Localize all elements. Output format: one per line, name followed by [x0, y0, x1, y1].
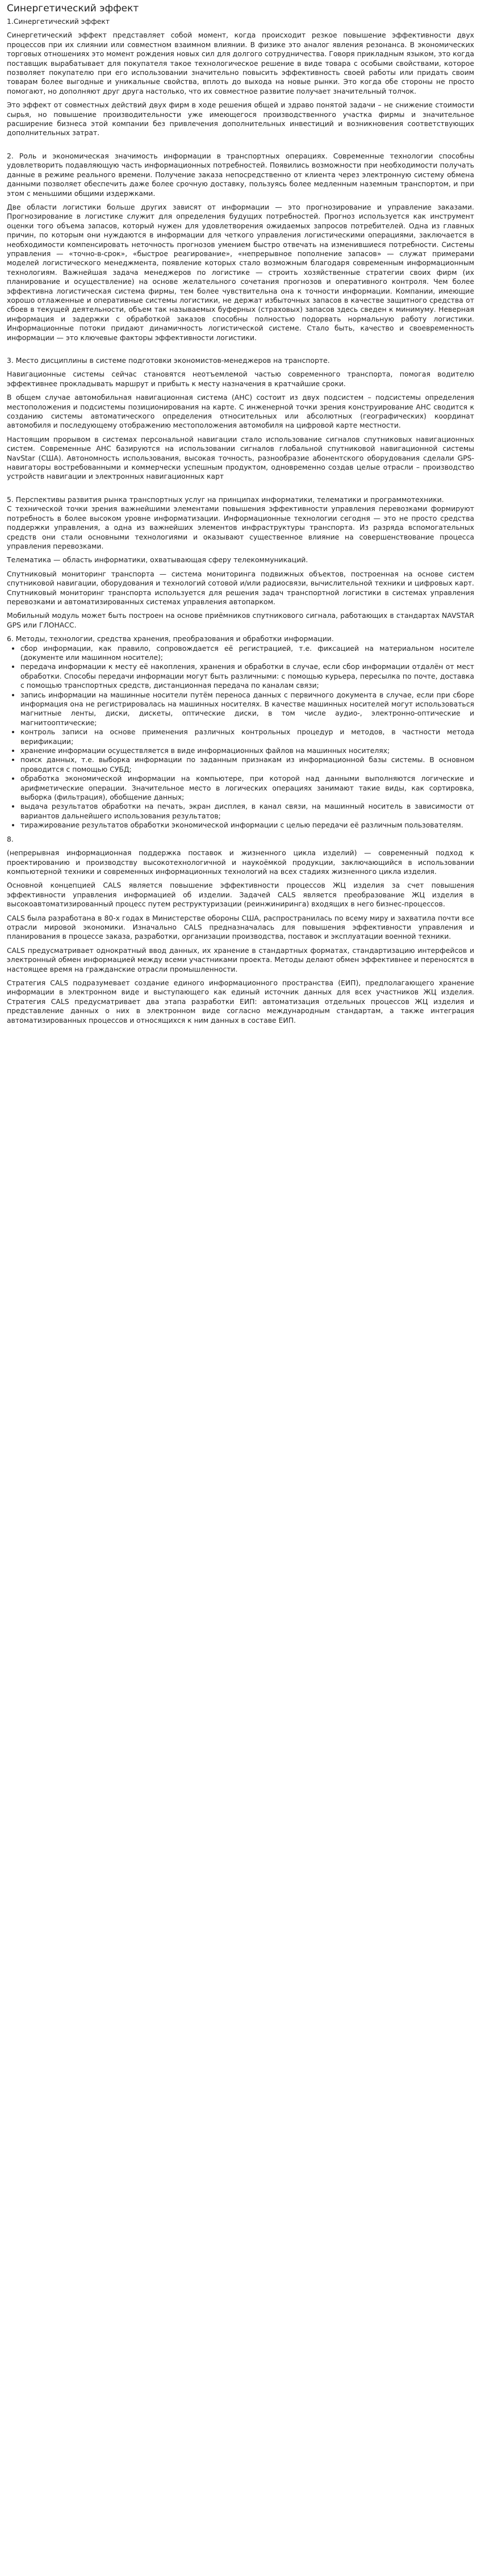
paragraph: Синергетический эффект представляет собой момент, когда происходит резкое повышение эффективности двух процессов при их слиянии или совместном взаимном влиянии. В физике это аналог явления резонанса. В экономических торговых отношениях это момент рождения новых сил для долгого сотрудничества. Говоря прикладным языком, это когда поставщик вырабатывает для покупателя такое технологическое решение в виде товара с особыми свойствами, которое позволяет покупателю при его использовании значительно повысить эффективность своей работы или придать своим товарам более выгодные и уникальные свойства, вплоть до выхода на новые рынки. Это когда обе стороны не просто помогают, но дополняют друг друга настолько, что их совместное развитие получает значительный толчок.	[7, 31, 474, 95]
page-title: Синергетический эффект	[7, 3, 139, 14]
list-item: • выдача результатов обработки на печать, экран дисплея, в канал связи, на машинный носитель в зависимости от вариантов дальнейшего использования результатов;	[20, 802, 474, 821]
paragraph: 1.Синергетический эффект	[7, 17, 110, 26]
paragraph: 3. Место дисциплины в системе подготовки экономистов-менеджеров на транспорте.	[7, 356, 330, 365]
paragraph: CALS предусматривает однократный ввод данных, их хранение в стандартных форматах, стандартизацию интерфейсов и электронный обмен информацией между всеми участниками проекта. Методы делают обмен эффективнее и переносятся в настоящее время на гражданские отрасли промышленности.	[7, 946, 474, 973]
list-item: • обработка экономической информации на компьютере, при которой над данными выполняются логические и арифметические операции. Значительное место в логических операциях занимают такие виды, как сортировка, выборка (фильтрация), обобщение данных;	[20, 774, 474, 802]
paragraph: CALS была разработана в 80-х годах в Министерстве обороны США, распространилась по всему миру и захватила почти все отрасли мировой экономики. Изначально CALS предназначалась для повышения эффективности управления и планирования в процессе заказа, разработки, организации производства, поставок и эксплуатации военной техники.	[7, 913, 474, 941]
document-body	[7, 17, 474, 1025]
section-gap	[7, 486, 474, 495]
paragraph: 6. Методы, технологии, средства хранения, преобразования и обработки информации.	[7, 634, 334, 643]
list-item: • хранение информации осуществляется в виде информационных файлов на машинных носителях;	[20, 746, 474, 755]
paragraph: В общем случае автомобильная навигационная система (АНС) состоит из двух подсистем – подсистемы определения местоположения и подсистемы позиционирования на карте. С инженерной точки зрения конструирование АНС сводится к созданию системы автоматического определения относительных или абсолютных (географических) координат автомобиля и последующему отображению местоположения автомобиля на цифровой карте местности.	[7, 393, 474, 430]
section-gap	[7, 143, 474, 152]
list-item: • сбор информации, как правило, сопровождается её регистрацией, т.е. фиксацией на материальном носителе (документе или машинном носителе);	[20, 644, 474, 663]
list-item: • тиражирование результатов обработки экономической информации с целью передачи её различным пользователям.	[20, 821, 474, 830]
list-item: • передача информации к месту её накопления, хранения и обработки в случае, если сбор информации отдалён от мест обработки. Способы передачи информации могут быть различными: с помощью курьера, пересылка по почте, доставка с помощью транспортных средств, дистанционная передача по каналам связи;	[20, 662, 474, 690]
paragraph: 5. Перспективы развития рынка транспортных услуг на принципах информатики, телематики и программотехники.	[7, 495, 444, 504]
bullet-list	[7, 644, 474, 830]
list-item: • контроль записи на основе применения различных контрольных процедур и методов, в частности метода верификации;	[20, 727, 474, 746]
list-item: • запись информации на машинные носители путём переноса данных с первичного документа в случае, если при сборе информация она не регистрировалась на машинных носителях. В качестве машинных носителей могут использоваться магнитные ленты, диски, дискеты, оптические диски, в том числе аудио-, электронно-оптические и магнитооптические;	[20, 691, 474, 728]
paragraph: (непрерывная информационная поддержка поставок и жизненного цикла изделий) — современный подход к проектированию и производству высокотехнологичной и наукоёмкой продукции, заключающийся в использовании компьютерной техники и современных информационных технологий на всех стадиях жизненного цикла изделия.	[7, 848, 474, 876]
list-item: • поиск данных, т.е. выборка информации по заданным признакам из информационной базы системы. В основном проводится с помощью СУБД;	[20, 755, 474, 774]
paragraph: Телематика — область информатики, охватывающая сферу телекоммуникаций.	[7, 555, 308, 564]
paragraph: Это эффект от совместных действий двух фирм в ходе решения общей и здраво понятой задачи – не снижение стоимости сырья, но повышение производительности уже имеющегося производственного участка фирмы и значительное расширение бизнеса этой компании без привлечения дополнительных инвестиций и возникновения соответствующих дополнительных затрат.	[7, 101, 474, 137]
paragraph: С технической точки зрения важнейшими элементами повышения эффективности управления перевозками формируют потребность в более высоком уровне информатизации. Информационные технологии сегодня — это не просто средства поддержки управления, а одна из важнейших элементов инфраструктуры транспорта. Из разряда вспомогательных средств они стали основными технологиями и оказывают существенное влияние на совершенствование процесса управления перевозками.	[7, 504, 474, 550]
section-gap	[7, 347, 474, 356]
paragraph: Навигационные системы сейчас становятся неотъемлемой частью современного транспорта, помогая водителю эффективнее прокладывать маршрут и прибыть к месту назначения в кратчайшие сроки.	[7, 370, 474, 388]
document-page	[0, 0, 481, 1034]
paragraph: Спутниковый мониторинг транспорта — система мониторинга подвижных объектов, построенная на основе систем спутниковой навигации, оборудования и технологий сотовой и/или радиосвязи, вычислительной техники и цифровых карт. Спутниковый мониторинг транспорта используется для решения задач транспортной логистики в системах управления перевозками и автоматизированных системах управления автопарком.	[7, 569, 474, 606]
paragraph: Две области логистики больше других зависят от информации — это прогнозирование и управление заказами. Прогнозирование в логистике служит для определения будущих потребностей. Прогноз используется как инструмент оценки того объема запасов, который нужен для удовлетворения ожидаемых запросов потребителей. Одна из главных причин, по которым они нуждаются в информации для четкого управления логистическими операциями, заключается в необходимости компенсировать неточность прогнозов умением быстро отвечать на изменившиеся потребности. Системы управления — «точно-в-срок», «быстрое реагирование», «непрерывное пополнение запасов» — служат примерами моделей логистического менеджмента, появление которых стало возможным благодаря современным информационным технологиям. Важнейшая задача менеджеров по логистике — строить хозяйственные стратегии своих фирм (их планирование и осуществление) на основе желательного сочетания прогнозов и оперативного контроля. Чем более эффективна логистическая система фирмы, тем более чувствительна она к точности информации. Компании, имеющие хорошо отлаженные и оперативные системы логистики, не держат избыточных запасов в качестве защитного средства от сбоев в текущей деятельности, объем так называемых буферных (страховых) запасов здесь сведен к минимуму. Неверная информация и задержки с обработкой заказов способны полностью подорвать нормальную работу логистики. Информационные потоки придают динамичность логистической системе. Стало быть, качество и своевременность информации — это ключевые факторы эффективности логистики.	[7, 202, 474, 342]
paragraph: Настоящим прорывом в системах персональной навигации стало использование сигналов спутниковых навигационных систем. Современные АНС базируются на использовании сигналов глобальной спутниковой навигационной системы NavStar (США). Автономность использования, высокая точность, разнообразие абонентского оборудования сделали GPS-навигаторы востребованными и коммерчески успешным продуктом, одновременно создав целые отрасли – производство устройств навигации и электронных навигационных карт	[7, 434, 474, 481]
paragraph: 8.	[7, 834, 14, 843]
paragraph: Стратегия CALS подразумевает создание единого информационного пространства (ЕИП), предполагающего хранение информации в электронном виде и выступающего как единый источник данных для всех участников ЖЦ изделия. Стратегия CALS предусматривает два этапа разработки ЕИП: автоматизация отдельных процессов ЖЦ изделия и представление данных о них в электронном виде согласно международным стандартам, а также интеграция автоматизированных процессов и относящихся к ним данных в составе ЕИП.	[7, 978, 474, 1024]
paragraph: 2. Роль и экономическая значимость информации в транспортных операциях. Современные технологии способны удовлетворить подавляющую часть информационных потребностей. Появились возможности при необходимости получать данные в режиме реального времени. Получение заказа непосредственно от клиента через электронную систему обмена данными позволяет обеспечить даже более срочную доставку, пользуясь более медленным наземным транспортом, и при этом с меньшими общими издержками.	[7, 151, 474, 198]
paragraph: Основной концепцией CALS является повышение эффективности процессов ЖЦ изделия за счет повышения эффективности управления информацией об изделии. Задачей CALS является преобразование ЖЦ изделия в высокоавтоматизированный процесс путем реструктуризации (реинжиниринга) входящих в него бизнес-процессов.	[7, 881, 474, 909]
paragraph: Мобильный модуль может быть построен на основе приёмников спутникового сигнала, работающих в стандартах NAVSTAR GPS или ГЛОНАСС.	[7, 611, 474, 629]
